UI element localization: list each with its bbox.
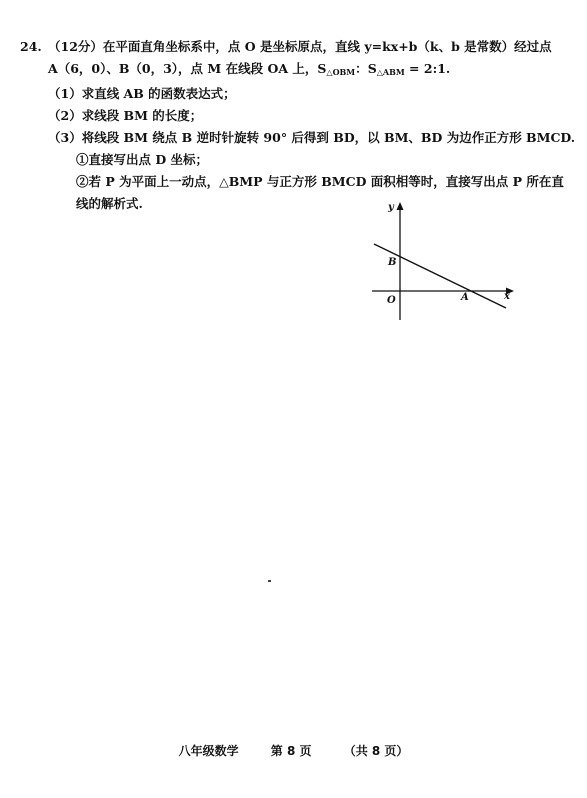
part-3: （3）将线段 BM 绕点 B 逆时针旋转 90° 后得到 BD，以 BM、BD 为边作正方形 BMCD.	[48, 130, 576, 145]
area-s2: S	[367, 61, 377, 76]
part-1: （1）求直线 AB 的函数表达式；	[48, 86, 236, 101]
area-ratio: = 2:1.	[404, 61, 451, 76]
y-axis-label: y	[388, 202, 394, 213]
x-axis-label: x	[504, 291, 510, 302]
coordinate-plane-svg	[360, 196, 520, 326]
area-s1-subscript: △OBM	[326, 67, 356, 77]
part-3-sub-1: ①直接写出点 D 坐标；	[76, 152, 209, 167]
footer-page-number: 第 8 页	[270, 744, 312, 758]
page-footer	[0, 742, 587, 759]
part-3-sub-2-line-1: ②若 P 为平面上一动点，△BMP 与正方形 BMCD 面积相等时，直接写出点 P 所在直	[76, 174, 564, 189]
question-stem-text: （12分）在平面直角坐标系中，点 O 是坐标原点，直线 y=kx+b（k、b 是常数）经过点	[48, 39, 552, 54]
footer-total-pages: （共 8 页）	[343, 744, 409, 758]
coordinate-figure	[360, 196, 520, 326]
point-a-label: A	[461, 292, 469, 303]
part-2: （2）求线段 BM 的长度；	[48, 108, 203, 123]
points-given: A（6，0）、B（0，3），点 M 在线段 OA 上，	[48, 61, 318, 76]
question-24	[20, 36, 576, 215]
area-s1: S	[317, 61, 327, 76]
point-b-label: B	[388, 257, 397, 268]
question-number: 24.	[20, 39, 42, 54]
question-stem-line-1	[20, 36, 565, 58]
y-axis-arrow-icon	[397, 202, 404, 210]
area-s2-subscript: △ABM	[376, 67, 405, 77]
part-3-sub-2-line-2: 线的解析式.	[76, 196, 143, 211]
origin-label: O	[387, 295, 396, 306]
area-colon: ：	[355, 61, 368, 76]
question-stem-line-2	[20, 58, 565, 83]
scan-speck	[268, 580, 271, 582]
footer-subject: 八年级数学	[178, 744, 239, 758]
